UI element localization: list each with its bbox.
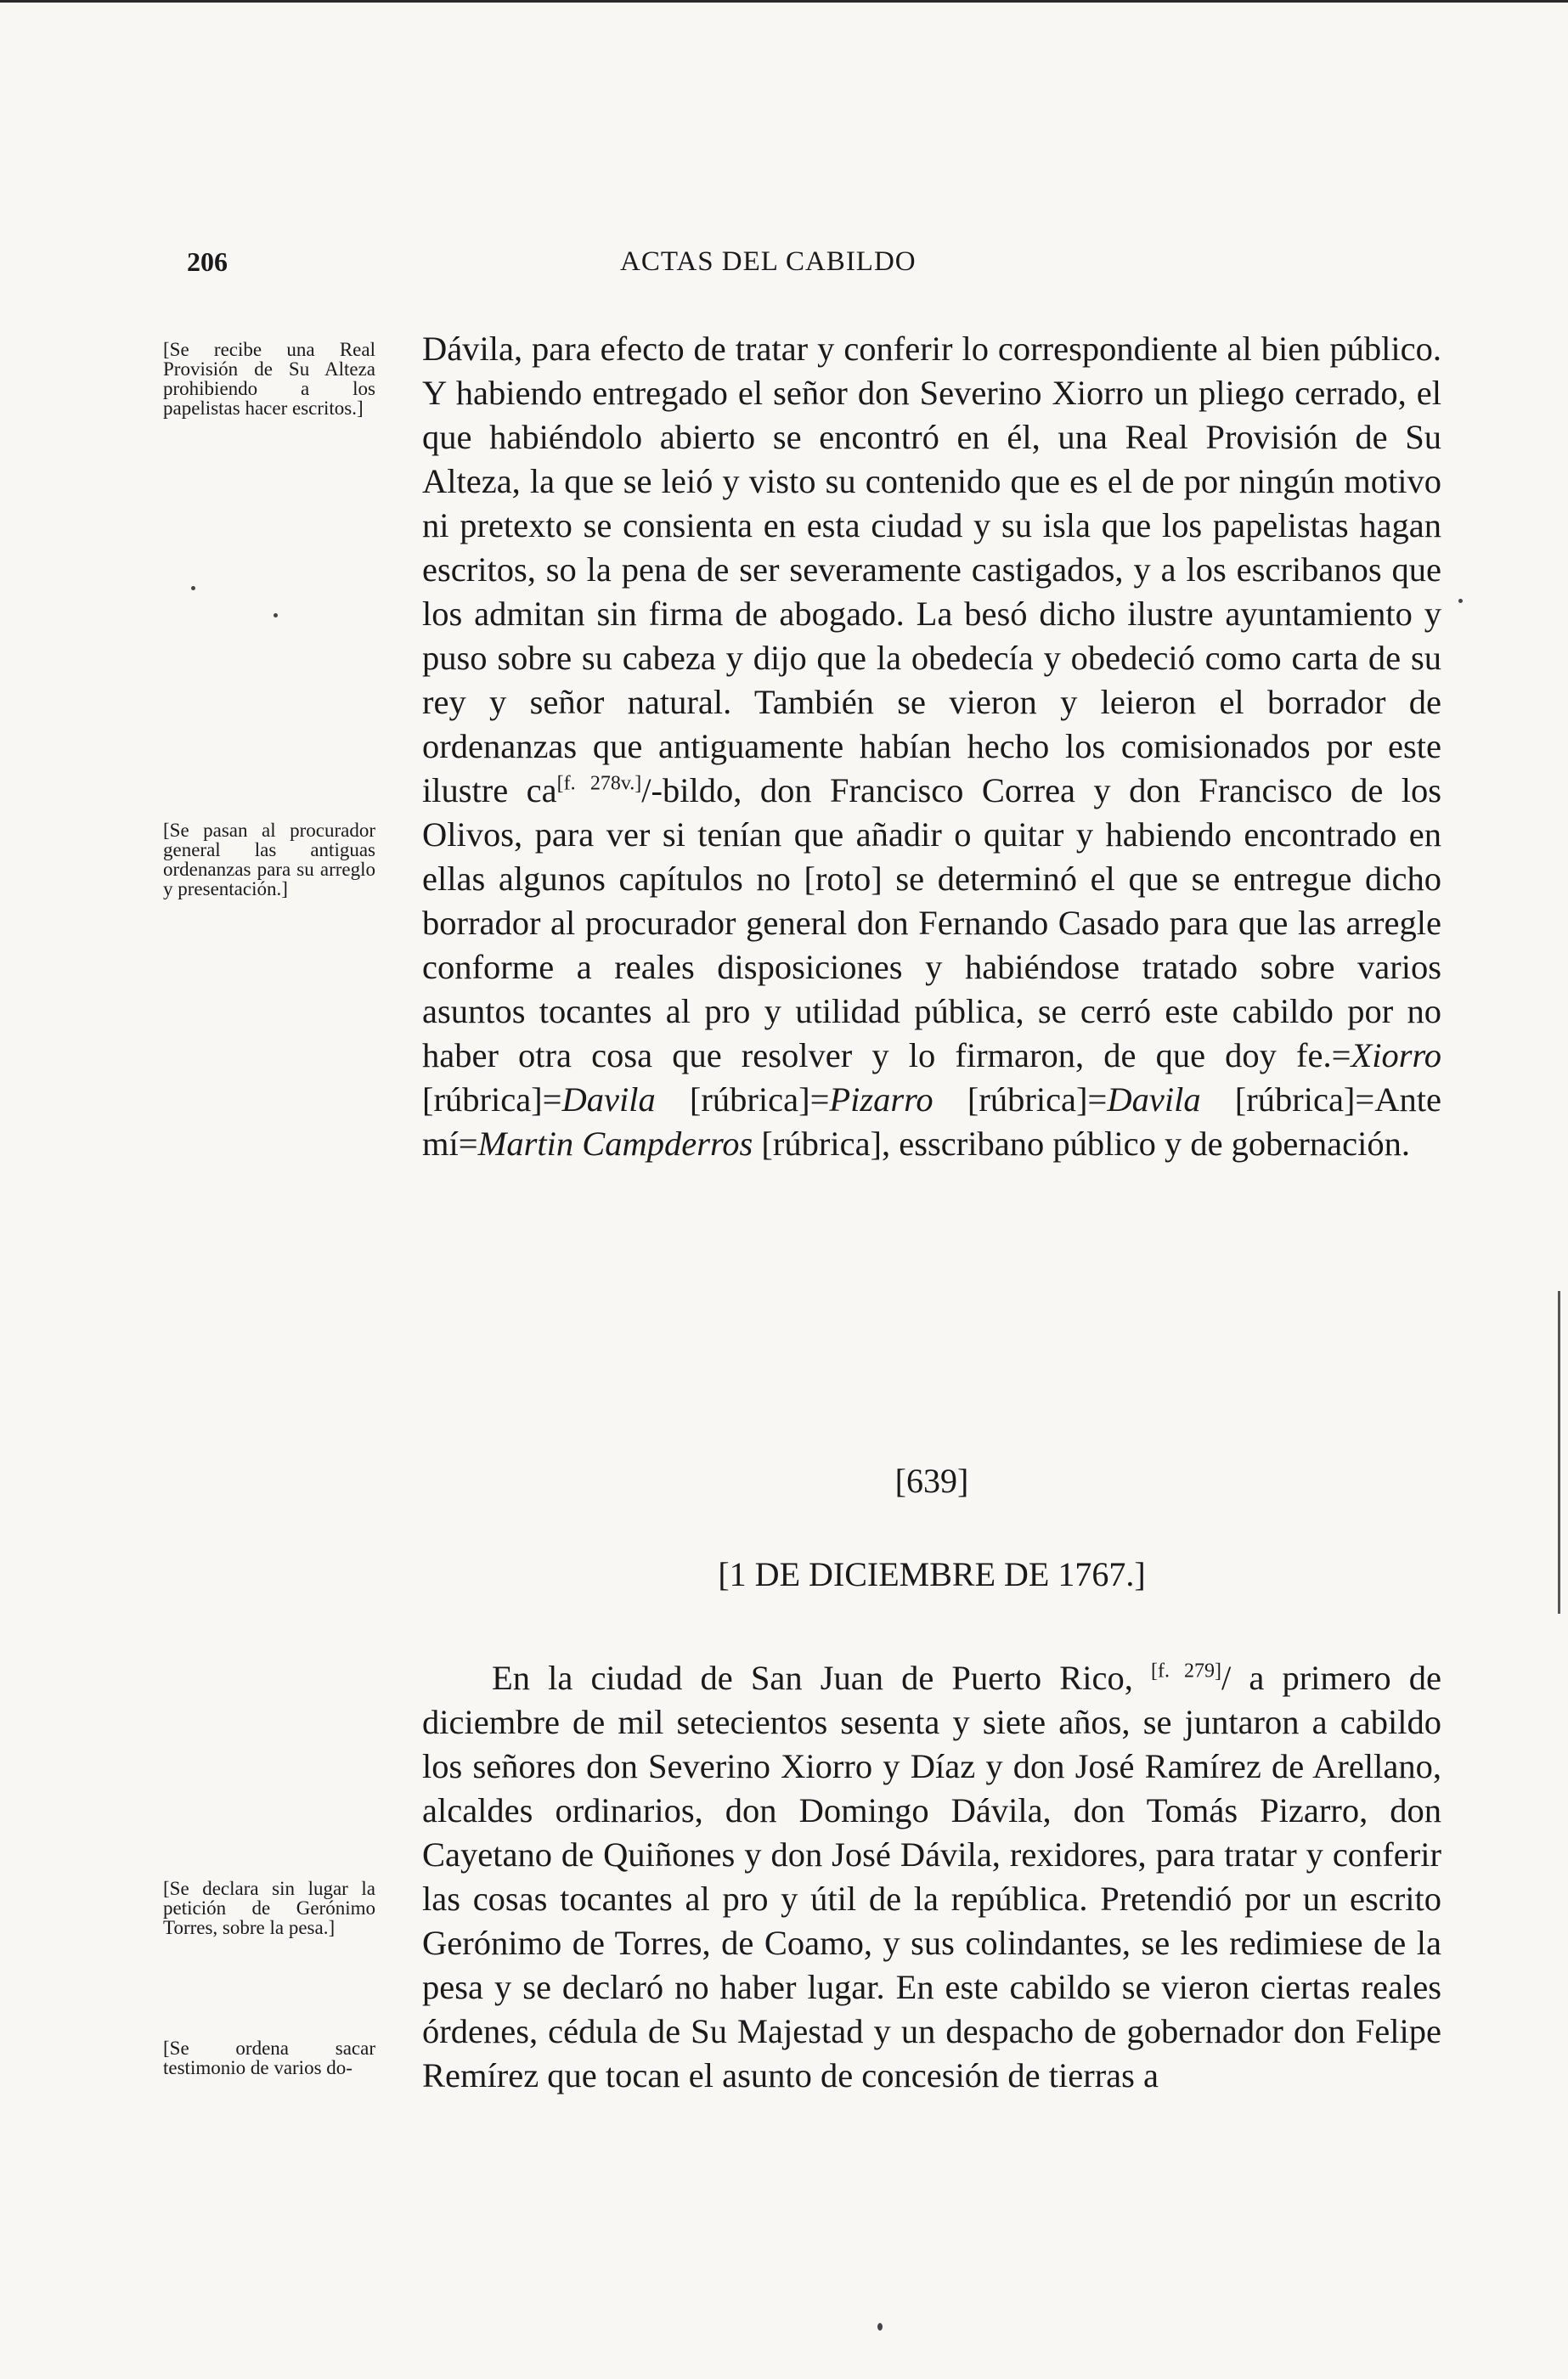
folio-marker-278v: [f. 278v.]	[556, 772, 642, 795]
signature-davila-1: Davila	[561, 1080, 656, 1119]
scan-edge-mark	[1558, 1291, 1560, 1614]
scan-speck	[877, 2323, 883, 2331]
rubrica-1: [rúbrica]=	[422, 1080, 562, 1119]
body-paragraph-2	[422, 1656, 1441, 2098]
signature-pizarro: Pizarro	[829, 1080, 933, 1119]
entry-number: [639]	[894, 1462, 969, 1500]
scan-speck	[274, 613, 278, 617]
closing-text: [rúbrica], esscribano público y de gobernación.	[753, 1125, 1410, 1163]
signature-xiorro: Xiorro	[1351, 1036, 1441, 1074]
p2-text-b: / a primero de diciembre de mil setecientos sesenta y siete años, se juntaron a cabildo los señores don Severino Xiorro y Díaz y don José Ramírez de Arellano, alcaldes ordinarios, don Domingo Dávila, don Tomás Pizarro, don Cayetano de Quiñones y don José Dávila, rexidores, para tratar y conferir las cosas tocantes al pro y útil de la república. Pretendió por un escrito Gerónimo de Torres, de Coamo, y sus colindantes, se les redimiese de la pesa y se declaró no haber lugar. En este cabildo se vieron ciertas reales órdenes, cédula de Su Majestad y un despacho de gobernador don Felipe Remírez que tocan el asunto de concesión de tierras a	[422, 1659, 1441, 2094]
entry-date: [1 DE DICIEMBRE DE 1767.]	[718, 1555, 1146, 1593]
p1-text: Dávila, para efecto de tratar y conferir lo correspondiente al bien público. Y habiendo entregado el señor don Severino Xiorro un pliego cerrado, el que habiéndolo abierto se encontró en él, una Real Provisión de Su Alteza, la que se leió y visto su contenido que es el de por ningún motivo ni pretexto se consienta en esta ciudad y su isla que los papelistas hagan escritos, so la pena de ser severamente castigados, y a los escribanos que los admitan sin firma de abogado. La besó dicho ilustre ayuntamiento y puso sobre su cabeza y dijo que la obedecía y obedeció como carta de su rey y señor natural. También se vieron y leieron el borrador de ordenanzas que antiguamente habían hecho los comisionados por este ilustre ca	[422, 330, 1441, 809]
rubrica-4: [rúbrica]=Ante mí=	[422, 1080, 1441, 1163]
scan-speck	[191, 586, 195, 590]
signature-davila-2: Davila	[1107, 1080, 1201, 1119]
top-border-line	[0, 0, 1568, 3]
page-number: 206	[187, 246, 228, 277]
running-title: ACTAS DEL CABILDO	[620, 246, 917, 277]
folio-marker-279: [f. 279]	[1151, 1660, 1221, 1683]
rubrica-2: [rúbrica]=	[655, 1080, 830, 1119]
marginal-note-2: [Se pasan al procurador general las antiguas ordenanzas para su arreglo y presentación.]	[163, 820, 375, 899]
body-paragraph-1	[422, 327, 1441, 1166]
p2-text-a: En la ciudad de San Juan de Puerto Rico,	[492, 1659, 1133, 1697]
marginal-note-3: [Se declara sin lugar la petición de Gerónimo Torres, sobre la pesa.]	[163, 1878, 375, 1938]
marginal-note-1: [Se recibe una Real Provisión de Su Alteza prohibiendo a los papelistas hacer escritos.]	[163, 339, 375, 419]
p1-text-b: /-bildo, don Francisco Correa y don Francisco de los Olivos, para ver si tenían que añadir o quitar y habiendo encontrado en ellas algunos capítulos no [roto] se determinó el que se entregue dicho borrador al procurador general don Fernando Casado para que las arregle conforme a reales disposiciones y habiéndose tratado sobre varios asuntos tocantes al pro y utilidad pública, se cerró este cabildo por no haber otra cosa que resolver y lo firmaron, de que doy fe.=	[422, 771, 1441, 1074]
scan-speck	[1458, 599, 1463, 603]
rubrica-3: [rúbrica]=	[933, 1080, 1108, 1119]
marginal-note-4: [Se ordena sacar testimonio de varios do-	[163, 2038, 375, 2078]
signature-martin-campderros: Martin Campderros	[477, 1125, 753, 1163]
